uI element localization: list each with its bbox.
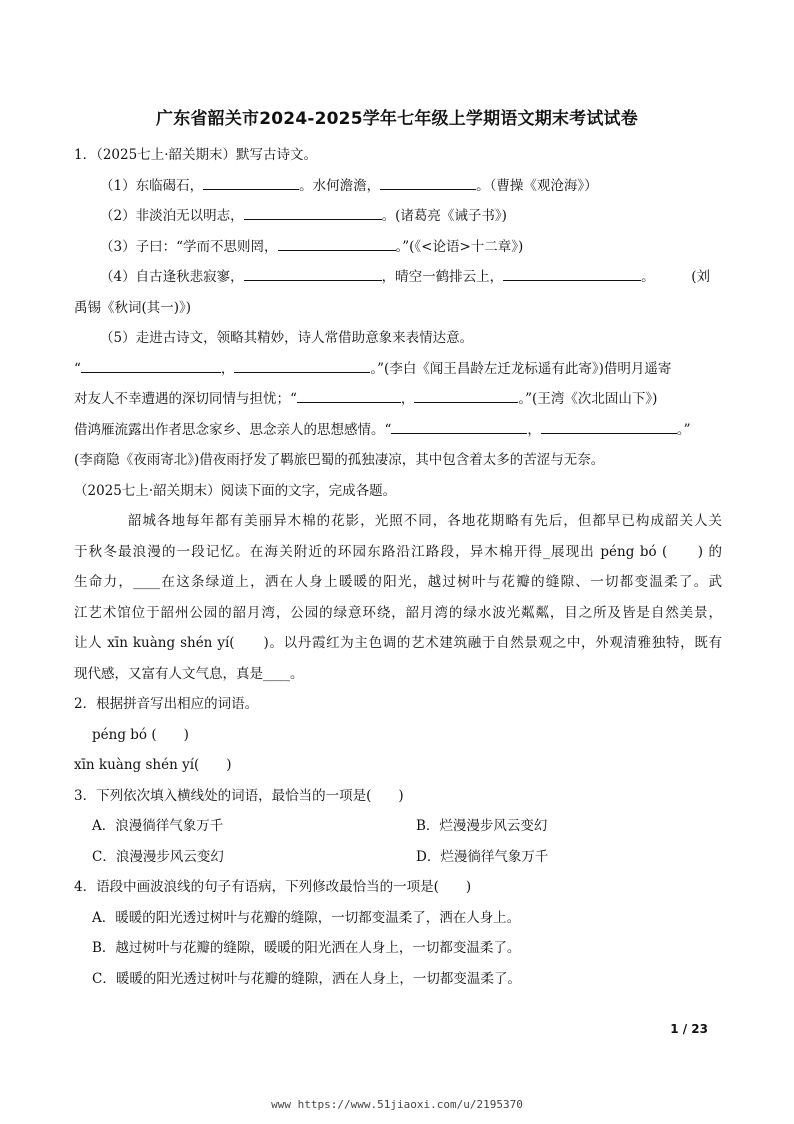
q1-item-5-line2: 对友人不幸遭遇的深切同情与担忧；“ ， 。”(王湾《次北固山下》)	[74, 384, 722, 415]
q1-item-3: （3）子曰：“学而不思则罔， 。”(《<论语>十二章》)	[74, 232, 722, 263]
document-body	[74, 140, 722, 994]
q1-item-5: （5）走进古诗文，领略其精妙，诗人常借助意象来表情达意。	[100, 330, 474, 346]
q1-item-5-line1: “ ， 。”(李白《闻王昌龄左迁龙标遥有此寄》)借明月遥寄	[74, 354, 722, 385]
passage-line: 于秋冬最浪漫的一段记忆。在海关附近的环园东路沿江路段，异木棉开得_展现出 péng bó ( ) 的	[74, 543, 722, 560]
answer-blank[interactable]	[414, 387, 518, 403]
q1-item-4-cont: 禹锡《秋词(其一)》)	[74, 299, 192, 316]
q2-item-b: xīn kuàng shén yí( )	[74, 757, 232, 773]
reading-heading: （2025七上·韶关期末）阅读下面的文字，完成各题。	[74, 482, 397, 499]
footer-watermark-url: www https://www.51jiaoxi.com/u/2195370	[271, 1098, 523, 1111]
answer-blank[interactable]	[503, 265, 641, 281]
answer-blank[interactable]	[541, 418, 677, 434]
passage-line: 韶城各地每年都有美丽异木棉的花影，光照不同，各地花期略有先后，但都早已构成韶关人关	[128, 513, 722, 529]
document-title: 广东省韶关市2024-2025学年七年级上学期语文期末考试试卷	[156, 109, 638, 129]
page-number: 1 / 23	[670, 1022, 708, 1036]
q3-option-c[interactable]: C．浪漫漫步风云变幻	[92, 848, 224, 865]
q1-item-4: （4）自古逢秋悲寂寥， ，晴空一鹤排云上， 。 (刘	[74, 262, 722, 293]
q3-heading: 3．下列依次填入横线处的词语，最恰当的一项是( )	[74, 787, 404, 804]
q4-option-c[interactable]: C．暖暖的阳光透过树叶与花瓣的缝隙，洒在人身上，一切都变温柔了。	[92, 970, 521, 987]
q4-option-b[interactable]: B．越过树叶与花瓣的缝隙，暖暖的阳光洒在人身上，一切都变温柔了。	[92, 940, 521, 956]
passage-line: 生命力，____在这条绿道上，洒在人身上暖暖的阳光，越过树叶与花瓣的缝隙、一切都变温柔了。武	[74, 574, 722, 590]
answer-blank[interactable]	[297, 387, 401, 403]
answer-blank[interactable]	[81, 357, 221, 373]
q4-option-a[interactable]: A．暖暖的阳光透过树叶与花瓣的缝隙，一切都变温柔了，洒在人身上。	[92, 909, 521, 926]
answer-blank[interactable]	[203, 174, 299, 190]
answer-blank[interactable]	[278, 235, 396, 251]
answer-blank[interactable]	[380, 174, 476, 190]
q1-heading: 1．（2025七上·韶关期末）默写古诗文。	[74, 147, 317, 163]
answer-blank[interactable]	[234, 357, 370, 373]
q4-heading: 4．语段中画波浪线的句子有语病，下列修改最恰当的一项是( )	[74, 879, 472, 895]
passage-line: 现代感，又富有人文气息，真是____。	[74, 665, 304, 682]
q3-option-a[interactable]: A．浪漫徜徉气象万千	[92, 818, 224, 834]
answer-blank[interactable]	[244, 204, 382, 220]
q3-option-b[interactable]: B．烂漫漫步风云变幻	[416, 818, 548, 834]
q1-item-1: （1）东临碣石， 。水何澹澹， 。（曹操《观沧海》）	[74, 171, 722, 202]
answer-blank[interactable]	[244, 265, 382, 281]
answer-blank[interactable]	[391, 418, 527, 434]
q2-item-a: péng bó ( )	[92, 726, 189, 743]
q1-item-5-line4: (李商隐《夜雨寄北》)借夜雨抒发了羁旅巴蜀的孤独凄凉，其中包含着太多的苦涩与无奈。	[74, 452, 605, 468]
passage-line: 江艺术馆位于韶州公园的韶月湾，公园的绿意环绕，韶月湾的绿水波光粼粼，目之所及皆是自然美景，	[74, 604, 722, 621]
q3-options-row	[74, 811, 722, 842]
q3-options-row	[74, 842, 722, 873]
q2-heading: 2．根据拼音写出相应的词语。	[74, 696, 259, 712]
passage-line: 让人 xīn kuàng shén yí( )。以丹霞红为主色调的艺术建筑融于自然景观之中，外观清雅独特，既有	[74, 635, 722, 651]
q3-option-d[interactable]: D．烂漫徜徉气象万千	[416, 848, 549, 865]
q1-item-2: （2）非淡泊无以明志， 。(诸葛亮《诫子书》)	[74, 201, 722, 232]
q1-item-5-line3: 借鸿雁流露出作者思念家乡、思念亲人的思想感情。“ ， 。”	[74, 415, 722, 446]
